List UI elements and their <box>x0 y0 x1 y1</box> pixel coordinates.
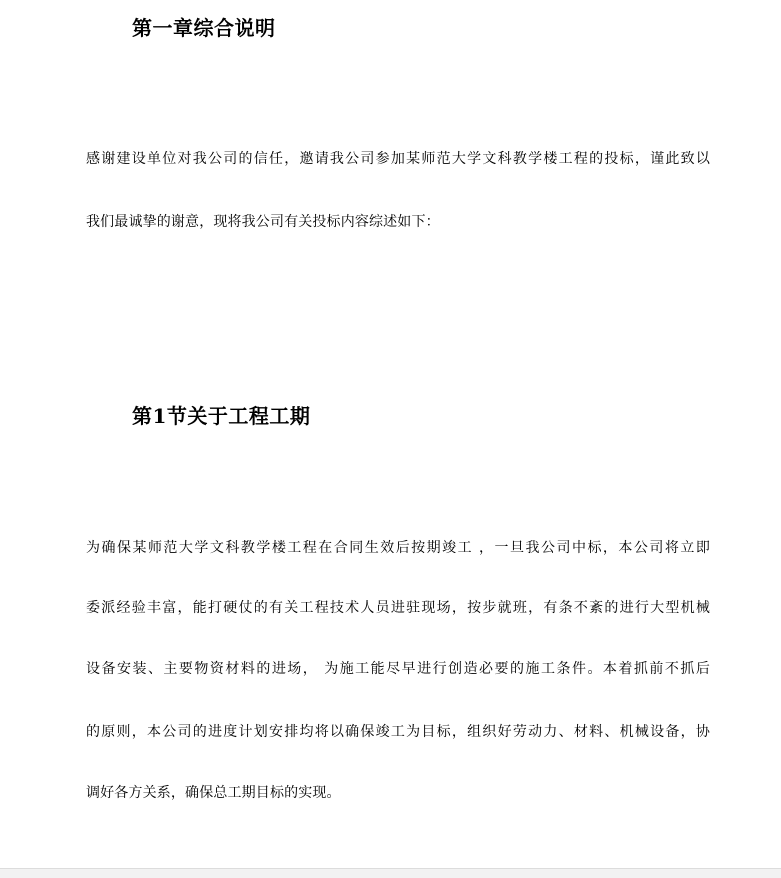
intro-line-2: 我们最诚挚的谢意，现将我公司有关投标内容综述如下： <box>86 214 440 230</box>
body-line-2: 委派经验丰富，能打硬仗的有关工程技术人员进驻现场，按步就班，有条不紊的进行大型机械 <box>86 600 710 616</box>
body-line-1: 为确保某师范大学文科教学楼工程在合同生效后按期竣工 ，一旦我公司中标，本公司将立即 <box>86 540 710 556</box>
body-line-3: 设备安装、主要物资材料的进场， 为施工能尽早进行创造必要的施工条件。本着抓前不抓后 <box>86 661 710 677</box>
section-title: 第1节关于工程工期 <box>132 404 311 428</box>
body-line-5: 调好各方关系，确保总工期目标的实现。 <box>86 785 341 801</box>
body-line-4: 的原则，本公司的进度计划安排均将以确保竣工为目标，组织好劳动力、材料、机械设备，协 <box>86 724 710 740</box>
chapter-title: 第一章综合说明 <box>132 16 276 40</box>
intro-line-1: 感谢建设单位对我公司的信任，邀请我公司参加某师范大学文科教学楼工程的投标，谨此致以 <box>86 151 710 167</box>
